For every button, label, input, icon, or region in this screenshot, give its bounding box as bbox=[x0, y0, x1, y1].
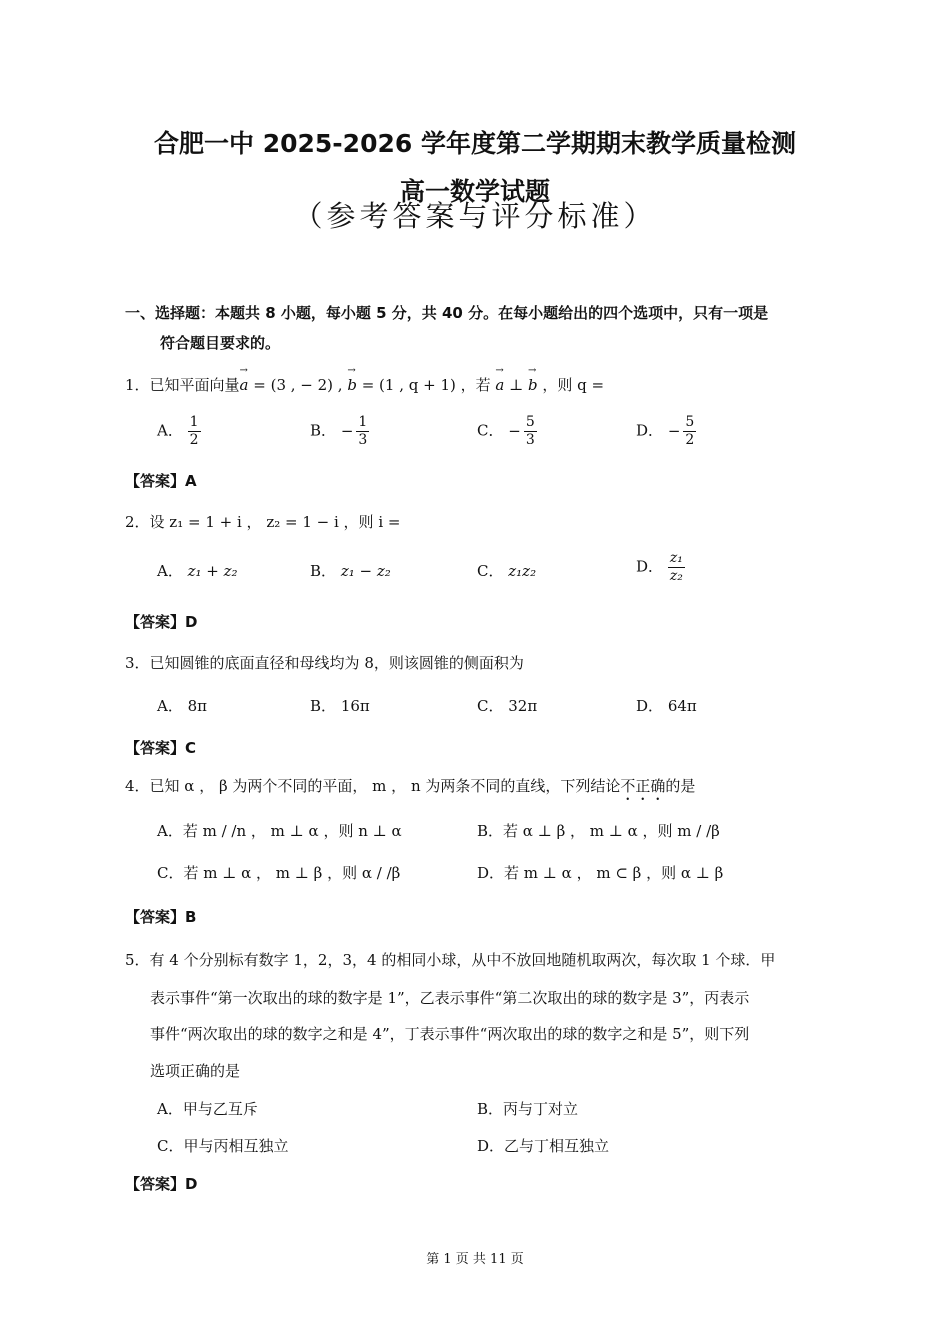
exam-subtitle: 高一数学试题 bbox=[399, 177, 550, 206]
q4-option-b: B．若 α ⊥ β ， m ⊥ α ，则 m / /β bbox=[477, 822, 720, 840]
exam-title: 合肥一中 2025-2026 学年度第二学期期末教学质量检测 bbox=[154, 129, 796, 158]
q5-option-a: A．甲与乙互斥 bbox=[157, 1100, 258, 1118]
q1-option-b: B． − $\frac{1}{3}$ bbox=[310, 414, 368, 448]
vector-arrow-icon: → bbox=[347, 365, 356, 376]
page-number: 第 1 页 共 11 页 bbox=[426, 1252, 524, 1267]
q1-option-c: C． − $\frac{5}{3}$ bbox=[477, 414, 535, 448]
q4-prefix: 4．已知 α ， β 为两个不同的平面， m ， n 为两条不同的直线，下列结论 bbox=[125, 777, 621, 795]
q3-option-c: C． 32π bbox=[477, 697, 538, 715]
q1-a-value: = (3 , − 2) , bbox=[248, 376, 348, 394]
q3-option-d: D． 64π bbox=[636, 697, 697, 715]
question-2-stem: 2．设 z₁ = 1 + i ， z₂ = 1 − i ，则 i = bbox=[125, 513, 401, 531]
q5-option-b: B．丙与丁对立 bbox=[477, 1100, 579, 1118]
section-heading: 一、选择题：本题共 8 小题，每小题 5 分，共 40 分。在每小题给出的四个选项中，只有一项是 bbox=[125, 304, 769, 322]
q1-b-value: = (1 , q + 1) ，若 bbox=[356, 376, 496, 394]
q4-option-d: D．若 m ⊥ α ， m ⊂ β ，则 α ⊥ β bbox=[477, 864, 724, 882]
q1-answer: 【答案】A bbox=[125, 472, 197, 490]
q4-suffix: 的是 bbox=[665, 777, 696, 795]
q1-option-d: D． − $\frac{5}{2}$ bbox=[636, 414, 695, 448]
question-5-stem-line4: 选项正确的是 bbox=[150, 1062, 241, 1080]
answer-key-heading: （参考答案与评分标准） bbox=[293, 199, 657, 233]
question-3-stem: 3．已知圆锥的底面直径和母线均为 8，则该圆锥的侧面积为 bbox=[125, 654, 524, 672]
q1-suffix: ，则 q = bbox=[537, 376, 605, 394]
q2-option-a: A． z₁ + z₂ bbox=[157, 562, 238, 580]
question-4-stem bbox=[125, 775, 695, 804]
q2-option-d: D． $\frac{\text{z₁}}{\text{z₂}}$ bbox=[636, 550, 683, 584]
vector-arrow-icon: → bbox=[495, 365, 504, 376]
q3-option-a: A． 8π bbox=[157, 697, 208, 715]
vector-b: b → bbox=[347, 365, 357, 394]
question-5-stem-line1: 5．有 4 个分别标有数字 1，2，3，4 的相同小球，从中不放回地随机取两次，每次取 1 个球．甲 bbox=[125, 951, 776, 969]
q4-emphasis: 不正确 bbox=[620, 777, 666, 795]
question-1-stem bbox=[125, 365, 605, 395]
vector-a-ref: a → bbox=[495, 365, 505, 394]
q5-option-d: D．乙与丁相互独立 bbox=[477, 1137, 610, 1155]
q2-option-b: B． z₁ − z₂ bbox=[310, 562, 391, 580]
question-5-stem-line3: 事件“两次取出的球的数字之和是 4”，丁表示事件“两次取出的球的数字之和是 5”，则下列 bbox=[150, 1025, 750, 1043]
section-heading-cont: 符合题目要求的。 bbox=[160, 334, 281, 352]
q1-prefix: 1．已知平面向量 bbox=[125, 376, 240, 394]
q5-answer: 【答案】D bbox=[125, 1175, 198, 1193]
q3-answer: 【答案】C bbox=[125, 739, 197, 757]
q2-answer: 【答案】D bbox=[125, 613, 198, 631]
vector-b-ref: b → bbox=[528, 365, 538, 394]
vector-arrow-icon: → bbox=[528, 365, 537, 376]
q5-option-c: C．甲与丙相互独立 bbox=[157, 1137, 289, 1155]
q1-perp: ⊥ bbox=[504, 376, 529, 394]
q4-answer: 【答案】B bbox=[125, 908, 197, 926]
q3-option-b: B． 16π bbox=[310, 697, 370, 715]
q1-option-a: A． $\frac{1}{2}$ bbox=[157, 414, 199, 448]
question-5-stem-line2: 表示事件“第一次取出的球的数字是 1”，乙表示事件“第二次取出的球的数字是 3”，丙表示 bbox=[150, 989, 750, 1007]
q4-option-c: C．若 m ⊥ α ， m ⊥ β ，则 α / /β bbox=[157, 864, 401, 882]
q2-option-c: C． z₁z₂ bbox=[477, 562, 537, 580]
q4-option-a: A．若 m / /n ， m ⊥ α ，则 n ⊥ α bbox=[157, 822, 402, 840]
vector-arrow-icon: → bbox=[239, 365, 248, 376]
vector-a: a → bbox=[239, 365, 249, 394]
